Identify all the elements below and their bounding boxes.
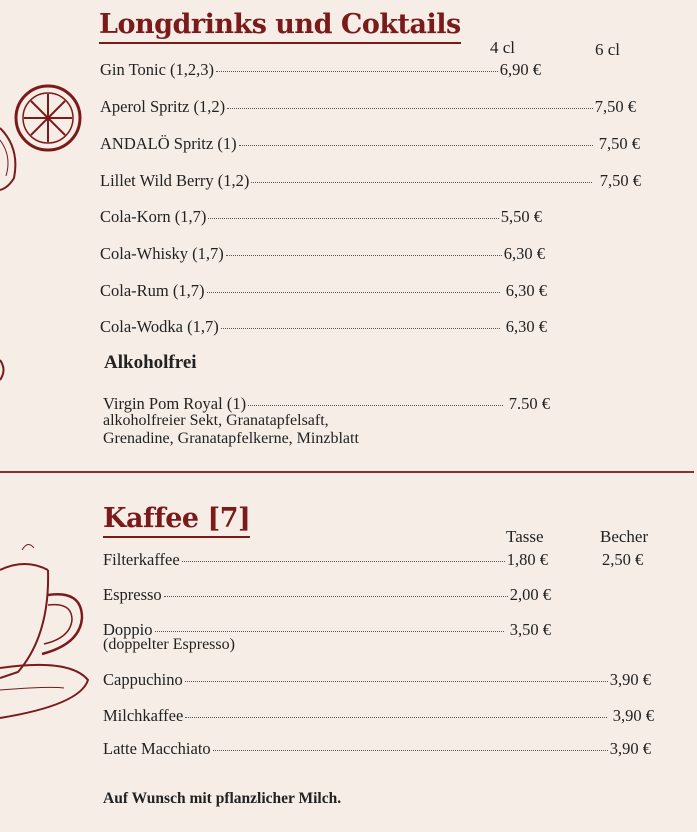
kaffee-title: Kaffee [7] bbox=[103, 502, 250, 538]
item-price: 6,30 € bbox=[505, 317, 547, 336]
item-name: Doppio bbox=[103, 620, 153, 639]
item-name: Aperol Spritz (1,2) bbox=[100, 97, 226, 116]
leader-dots bbox=[239, 145, 593, 146]
item-name: ANDALÖ Spritz (1) bbox=[100, 134, 237, 153]
leader-dots bbox=[226, 255, 502, 256]
item-description: (doppelter Espresso) bbox=[103, 636, 235, 653]
leader-dots bbox=[182, 561, 505, 562]
item-name: Virgin Pom Royal (1) bbox=[103, 394, 247, 413]
coffee-cup-icon bbox=[0, 540, 100, 730]
menu-item-cola-whisky bbox=[100, 244, 545, 264]
plant-milk-note: Auf Wunsch mit pflanzlicher Milch. bbox=[103, 790, 342, 807]
leader-dots bbox=[221, 328, 500, 329]
item-price: 3,90 € bbox=[612, 706, 654, 725]
col-header-becher: Becher bbox=[600, 527, 649, 546]
item-price: 3,90 € bbox=[609, 739, 651, 758]
item-name: Gin Tonic (1,2,3) bbox=[100, 60, 215, 79]
fruit-edge-icon bbox=[0, 358, 8, 382]
leader-dots bbox=[213, 750, 608, 751]
item-price: 3,50 € bbox=[509, 620, 551, 639]
leader-dots bbox=[251, 182, 591, 183]
col-header-4cl: 4 cl bbox=[490, 38, 516, 57]
item-price: 7,50 € bbox=[599, 171, 641, 190]
menu-item-virgin-pom-royal bbox=[103, 394, 550, 414]
menu-item-milchkaffee bbox=[103, 706, 654, 726]
item-name: Cola-Rum (1,7) bbox=[100, 281, 205, 300]
item-price: 2,00 € bbox=[509, 585, 551, 604]
menu-item-filterkaffee bbox=[103, 550, 548, 570]
item-name: Espresso bbox=[103, 585, 162, 604]
leader-dots bbox=[248, 405, 503, 406]
leader-dots bbox=[164, 596, 508, 597]
alkoholfrei-title: Alkoholfrei bbox=[104, 352, 197, 373]
leader-dots bbox=[208, 218, 498, 219]
orange-slice-icon bbox=[0, 78, 90, 198]
item-price: 7,50 € bbox=[594, 97, 636, 116]
item-name: Cappuchino bbox=[103, 670, 183, 689]
menu-item-andalo-spritz bbox=[100, 134, 640, 154]
leader-dots bbox=[207, 292, 500, 293]
col-header-6cl: 6 cl bbox=[595, 40, 621, 59]
item-name: Lillet Wild Berry (1,2) bbox=[100, 171, 250, 190]
menu-item-cola-wodka bbox=[100, 317, 547, 337]
item-name: Cola-Whisky (1,7) bbox=[100, 244, 224, 263]
item-price: 6,90 € bbox=[499, 60, 541, 79]
item-name: Milchkaffee bbox=[103, 706, 184, 725]
item-price: 7.50 € bbox=[508, 394, 550, 413]
leader-dots bbox=[155, 631, 504, 632]
menu-item-cola-korn bbox=[100, 207, 542, 227]
item-price: 6,30 € bbox=[503, 244, 545, 263]
item-name: Cola-Korn (1,7) bbox=[100, 207, 207, 226]
longdrinks-title: Longdrinks und Coktails bbox=[99, 8, 461, 44]
col-header-tasse: Tasse bbox=[506, 527, 544, 546]
item-price: 5,50 € bbox=[500, 207, 542, 226]
leader-dots bbox=[185, 717, 606, 718]
item-price: 1,80 € bbox=[506, 550, 548, 569]
item-name: Filterkaffee bbox=[103, 550, 180, 569]
menu-item-cappuchino bbox=[103, 670, 651, 690]
leader-dots bbox=[216, 71, 498, 72]
item-name: Cola-Wodka (1,7) bbox=[100, 317, 219, 336]
item-description: Grenadine, Granatapfelkerne, Minzblatt bbox=[103, 430, 359, 447]
item-price-becher: 2,50 € bbox=[602, 550, 644, 569]
leader-dots bbox=[227, 108, 593, 109]
menu-item-aperol-spritz bbox=[100, 97, 636, 117]
section-divider bbox=[0, 471, 694, 473]
leader-dots bbox=[185, 681, 608, 682]
menu-item-espresso bbox=[103, 585, 551, 605]
item-price: 7,50 € bbox=[598, 134, 640, 153]
menu-item-cola-rum bbox=[100, 281, 547, 301]
menu-item-lillet-wild-berry bbox=[100, 171, 641, 191]
item-description: alkoholfreier Sekt, Granatapfelsaft, bbox=[103, 412, 329, 429]
menu-item-latte-macchiato bbox=[103, 739, 651, 759]
item-price: 3,90 € bbox=[609, 670, 651, 689]
item-price: 6,30 € bbox=[505, 281, 547, 300]
item-name: Latte Macchiato bbox=[103, 739, 211, 758]
menu-item-gin-tonic bbox=[100, 60, 541, 80]
